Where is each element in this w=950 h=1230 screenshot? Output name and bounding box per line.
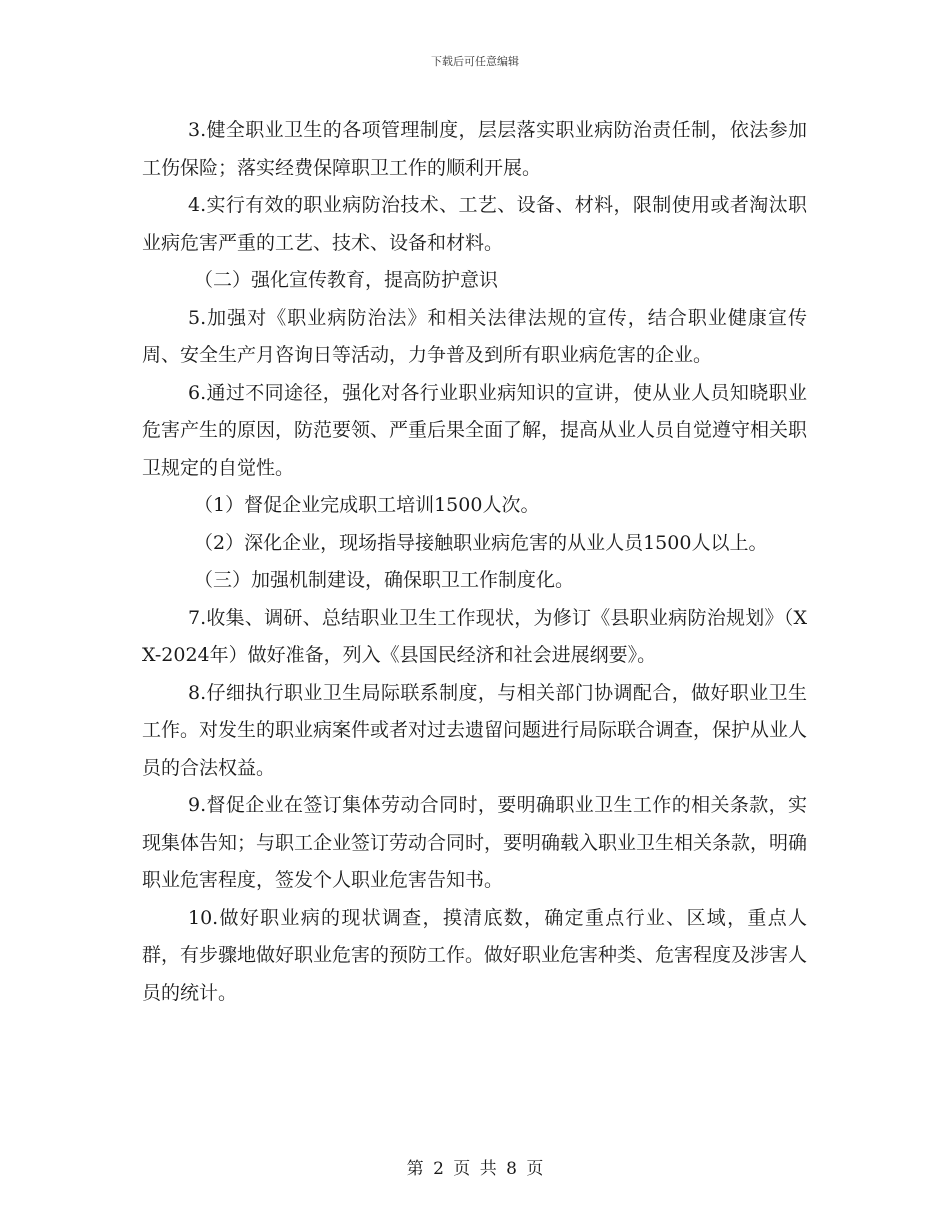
page-number-footer: 第 2 页 共 8 页 — [406, 1159, 544, 1179]
section-heading-2: （二）强化宣传教育，提高防护意识 — [194, 269, 499, 291]
sub-item-2: （2）深化企业，现场指导接触职业病危害的从业人员1500人以上。 — [194, 531, 768, 554]
paragraph-item-5: 5.加强对《职业病防治法》和相关法律法规的宣传，结合职业健康宣传周、安全生产月咨询日等活动，力争普及到所有职业病危害的企业。 — [142, 306, 807, 366]
paragraph-item-9: 9.督促企业在签订集体劳动合同时，要明确职业卫生工作的相关条款，实现集体告知；与职工企业签订劳动合同时，要明确载入职业卫生相关条款，明确职业危害程度，签发个人职业危害告知书。 — [142, 794, 808, 891]
section-heading-3: （三）加强机制建设，确保职卫工作制度化。 — [194, 569, 575, 591]
paragraph-item-6: 6.通过不同途径，强化对各行业职业病知识的宣讲，使从业人员知晓职业危害产生的原因，防范要领、严重后果全面了解，提高从业人员自觉遵守相关职卫规定的自觉性。 — [142, 381, 808, 479]
paragraph-item-3: 3.健全职业卫生的各项管理制度，层层落实职业病防治责任制，依法参加工伤保险；落实经费保障职卫工作的顺利开展。 — [142, 119, 807, 179]
sub-item-1: （1）督促企业完成职工培训1500人次。 — [194, 494, 540, 516]
paragraph-item-7: 7.收集、调研、总结职业卫生工作现状，为修订《县职业病防治规划》（XX-2024年）做好准备，列入《县国民经济和社会进展纲要》。 — [142, 606, 807, 666]
paragraph-item-8: 8.仔细执行职业卫生局际联系制度，与相关部门协调配合，做好职业卫生工作。对发生的职业病案件或者对过去遗留问题进行局际联合调查，保护从业人员的合法权益。 — [142, 681, 808, 779]
document-body — [142, 112, 807, 1012]
paragraph-item-10: 10.做好职业病的现状调查，摸清底数，确定重点行业、区域，重点人群，有步骤地做好职业危害的预防工作。做好职业危害种类、危害程度及涉害人员的统计。 — [142, 906, 808, 1004]
paragraph-item-4: 4.实行有效的职业病防治技术、工艺、设备、材料，限制使用或者淘汰职业病危害严重的工艺、技术、设备和材料。 — [142, 194, 807, 254]
page-header: 下载后可任意编辑 — [431, 55, 519, 68]
